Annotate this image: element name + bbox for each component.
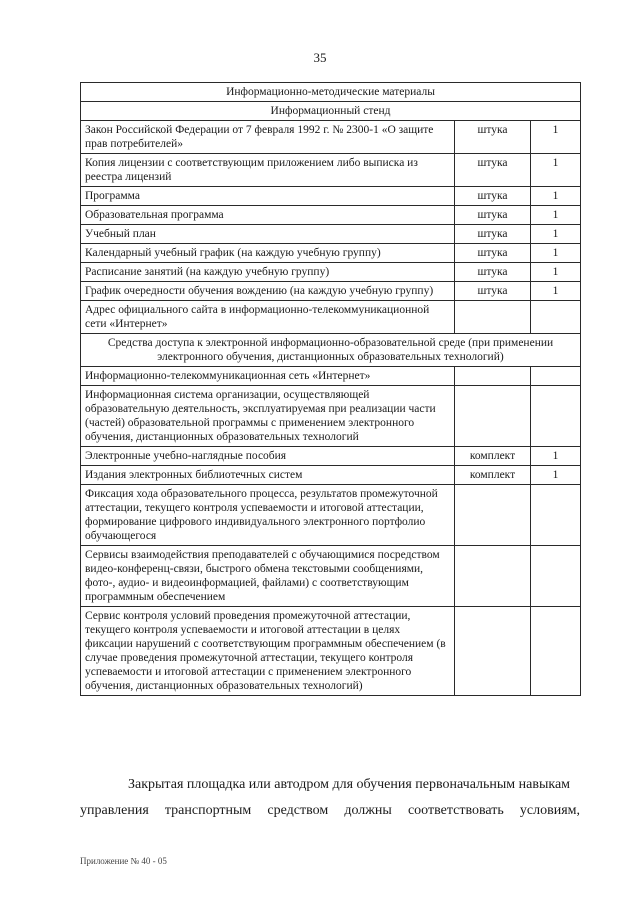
item-name-cell: Информационно-телекоммуникационная сеть «Интернет» xyxy=(81,367,455,386)
quantity-cell: 1 xyxy=(531,187,581,206)
quantity-cell: 1 xyxy=(531,244,581,263)
table-header-row xyxy=(81,102,581,121)
quantity-cell: 1 xyxy=(531,206,581,225)
quantity-cell: 1 xyxy=(531,154,581,187)
unit-cell: штука xyxy=(455,263,531,282)
quantity-cell xyxy=(531,386,581,447)
item-name-cell: Сервисы взаимодействия преподавателей с обучающимися посредством видео-конференц-связи, быстрого обмена текстовыми сообщениями, фото-, аудио- и видеоинформацией, файлами) с соответствующим программным обеспечением xyxy=(81,546,455,607)
item-name-cell: Копия лицензии с соответствующим приложением либо выписка из реестра лицензий xyxy=(81,154,455,187)
unit-cell xyxy=(455,485,531,546)
table-row xyxy=(81,187,581,206)
unit-cell: штука xyxy=(455,187,531,206)
item-name-cell: Сервис контроля условий проведения промежуточной аттестации, текущего контроля успеваемости и итоговой аттестации в целях фиксации нарушений с соответствующим программным обеспечением (в случае проведения промежуточной аттестации, текущего контроля успеваемости и итоговой аттестации с применением электронного обучения, дистанционных образовательных технологий) xyxy=(81,607,455,696)
rows-info-stand xyxy=(81,121,581,334)
quantity-cell xyxy=(531,546,581,607)
body-paragraph-1: Закрытая площадка или автодром для обучения первоначальным навыкам xyxy=(128,777,571,792)
section-row xyxy=(81,334,581,367)
unit-cell xyxy=(455,546,531,607)
quantity-cell xyxy=(531,367,581,386)
quantity-cell: 1 xyxy=(531,225,581,244)
unit-cell xyxy=(455,367,531,386)
unit-cell: штука xyxy=(455,206,531,225)
table-row xyxy=(81,244,581,263)
table-row xyxy=(81,225,581,244)
unit-cell xyxy=(455,607,531,696)
table-row xyxy=(81,546,581,607)
table-header-stand: Информационный стенд xyxy=(81,102,581,121)
unit-cell: штука xyxy=(455,121,531,154)
unit-cell xyxy=(455,386,531,447)
body-paragraph-2: управления транспортным средством должны соответствовать условиям, xyxy=(80,803,580,818)
table-row xyxy=(81,263,581,282)
item-name-cell: Закон Российской Федерации от 7 февраля 1992 г. № 2300-1 «О защите прав потребителей» xyxy=(81,121,455,154)
item-name-cell: Адрес официального сайта в информационно-телекоммуникационной сети «Интернет» xyxy=(81,301,455,334)
table-row xyxy=(81,301,581,334)
item-name-cell: Расписание занятий (на каждую учебную группу) xyxy=(81,263,455,282)
item-name-cell: График очередности обучения вождению (на каждую учебную группу) xyxy=(81,282,455,301)
unit-cell xyxy=(455,301,531,334)
item-name-cell: Электронные учебно-наглядные пособия xyxy=(81,447,455,466)
quantity-cell: 1 xyxy=(531,263,581,282)
section-header-e-learning: Средства доступа к электронной информационно-образовательной среде (при применении электронного обучения, дистанционных образовательных технологий) xyxy=(81,334,581,367)
item-name-cell: Учебный план xyxy=(81,225,455,244)
table-row xyxy=(81,607,581,696)
materials-table xyxy=(80,82,581,696)
table-row xyxy=(81,466,581,485)
table-row xyxy=(81,206,581,225)
page-number: 35 xyxy=(313,50,327,65)
table-row xyxy=(81,282,581,301)
unit-cell: штука xyxy=(455,244,531,263)
item-name-cell: Фиксация хода образовательного процесса, результатов промежуточной аттестации, текущего контроля успеваемости и итоговой аттестации, формирование цифрового индивидуального электронного портфолио обучающегося xyxy=(81,485,455,546)
quantity-cell: 1 xyxy=(531,447,581,466)
quantity-cell: 1 xyxy=(531,466,581,485)
table-row xyxy=(81,154,581,187)
table-row xyxy=(81,485,581,546)
footer-note: Приложение № 40 - 05 xyxy=(80,856,167,866)
quantity-cell: 1 xyxy=(531,121,581,154)
quantity-cell xyxy=(531,485,581,546)
table-header-materials: Информационно-методические материалы xyxy=(81,83,581,102)
item-name-cell: Образовательная программа xyxy=(81,206,455,225)
quantity-cell: 1 xyxy=(531,282,581,301)
rows-e-learning xyxy=(81,367,581,696)
table-row xyxy=(81,447,581,466)
item-name-cell: Издания электронных библиотечных систем xyxy=(81,466,455,485)
unit-cell: комплект xyxy=(455,466,531,485)
item-name-cell: Календарный учебный график (на каждую учебную группу) xyxy=(81,244,455,263)
item-name-cell: Информационная система организации, осуществляющей образовательную деятельность, эксплуатируемая при реализации части (частей) образовательной программы с применением электронного обучения, дистанционных образовательных технологий xyxy=(81,386,455,447)
table-row xyxy=(81,121,581,154)
table-header-row xyxy=(81,83,581,102)
quantity-cell xyxy=(531,301,581,334)
item-name-cell: Программа xyxy=(81,187,455,206)
unit-cell: штука xyxy=(455,282,531,301)
table-row xyxy=(81,367,581,386)
unit-cell: штука xyxy=(455,154,531,187)
quantity-cell xyxy=(531,607,581,696)
unit-cell: комплект xyxy=(455,447,531,466)
unit-cell: штука xyxy=(455,225,531,244)
table-row xyxy=(81,386,581,447)
